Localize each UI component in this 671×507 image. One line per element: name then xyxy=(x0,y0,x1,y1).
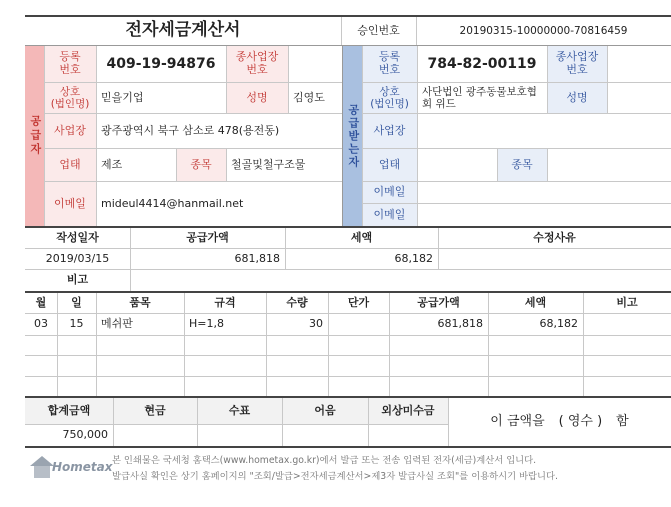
totals-statement xyxy=(448,398,671,446)
supplier-biz-item-label: 종목 xyxy=(176,149,226,181)
item-cell-day xyxy=(57,376,96,397)
item-cell-qty xyxy=(266,335,328,356)
item-cell-unit-price xyxy=(328,335,389,356)
receiver-addr xyxy=(417,114,671,148)
receiver-branch-label: 종사업장 번호 xyxy=(547,46,607,82)
summary-header-reason: 수정사유 xyxy=(533,230,576,244)
items-header-tax: 세액 xyxy=(524,295,547,309)
totals-header-total: 합계금액 xyxy=(25,398,113,424)
item-cell-supply xyxy=(389,335,488,356)
supplier-addr-label: 사업장 xyxy=(44,114,96,148)
receiver-reg-number: 784-82-00119 xyxy=(427,55,537,72)
item-cell-month xyxy=(25,355,57,376)
statement-post: 함 xyxy=(616,413,629,429)
receiver-email2-label: 이메일 xyxy=(362,204,417,226)
hometax-logo xyxy=(28,452,113,482)
supplier-name-label: 상호 (법인명) xyxy=(44,83,96,113)
approval-number: 20190315-10000000-70816459 xyxy=(459,24,628,37)
item-cell-tax: 68,182 xyxy=(539,316,578,330)
item-cell-item xyxy=(96,335,184,356)
supplier-reg-number: 409-19-94876 xyxy=(106,55,216,72)
supplier-reg-label: 등록 번호 xyxy=(44,46,96,82)
summary-header-tax: 세액 xyxy=(350,230,373,244)
receiver-email1 xyxy=(417,182,671,203)
summary-remark-label: 비고 xyxy=(66,273,89,287)
item-cell-tax xyxy=(488,335,583,356)
supplier-biz-type: 제조 xyxy=(101,157,123,171)
supplier-branch-value xyxy=(288,46,342,82)
summary-remark xyxy=(130,270,671,291)
item-cell-day xyxy=(57,355,96,376)
totals-header-cash: 현금 xyxy=(113,398,197,424)
summary-supply: 681,818 xyxy=(234,251,280,265)
footer-line-1: 본 인쇄물은 국세청 홈택스(www.hometax.go.kr)에서 발급 또는 전송 입력된 전자(세금)계산서 입니다. xyxy=(112,455,537,466)
totals-value-cash xyxy=(113,425,197,446)
items-header-spec: 규격 xyxy=(214,295,236,309)
item-cell-qty xyxy=(266,355,328,376)
items-header-month: 월 xyxy=(35,295,47,309)
item-cell-remark xyxy=(583,314,671,335)
totals-value-check xyxy=(197,425,282,446)
item-cell-supply xyxy=(389,355,488,376)
summary-header-supply: 공급가액 xyxy=(186,230,229,244)
receiver-biz-item-label: 종목 xyxy=(497,149,547,181)
receiver-branch-value xyxy=(607,46,671,82)
supplier-rep-label: 성명 xyxy=(226,83,288,113)
item-cell-remark xyxy=(583,376,671,397)
item-cell-tax xyxy=(488,355,583,376)
hometax-logo-text: Hometax xyxy=(52,460,113,474)
items-header-qty: 수량 xyxy=(286,295,308,309)
item-cell-item: 메쉬판 xyxy=(101,316,133,330)
totals-header-note: 어음 xyxy=(282,398,368,424)
supplier-rep: 김영도 xyxy=(293,90,325,104)
receiver-rep xyxy=(607,83,671,113)
items-header-item: 품목 xyxy=(129,295,151,309)
totals-header-credit: 외상미수금 xyxy=(368,398,448,424)
totals-header-check: 수표 xyxy=(197,398,282,424)
supplier-side-label: 공급자 xyxy=(28,115,42,157)
item-cell-remark xyxy=(583,335,671,356)
summary-reason xyxy=(438,249,671,269)
summary-header-date: 작성일자 xyxy=(56,230,99,244)
receiver-email2 xyxy=(417,204,671,226)
receiver-biz-item xyxy=(547,149,671,181)
receiver-addr-label: 사업장 xyxy=(362,114,417,148)
statement-kind: ( 영수 ) xyxy=(558,413,603,429)
receiver-name-label: 상호 (법인명) xyxy=(362,83,417,113)
receiver-reg-label: 등록 번호 xyxy=(362,46,417,82)
item-cell-spec: H=1,8 xyxy=(189,316,224,330)
supplier-branch-label: 종사업장 번호 xyxy=(226,46,288,82)
supplier-biz-item: 철골및철구조물 xyxy=(231,157,306,171)
item-cell-day: 15 xyxy=(69,316,84,330)
item-cell-unit-price xyxy=(328,355,389,376)
item-cell-item xyxy=(96,355,184,376)
supplier-addr: 광주광역시 북구 삼소로 478(용전동) xyxy=(101,123,280,137)
item-cell-spec xyxy=(184,335,266,356)
item-cell-unit-price xyxy=(328,376,389,397)
receiver-email1-label: 이메일 xyxy=(362,182,417,203)
items-header-remark: 비고 xyxy=(616,295,638,309)
item-cell-month xyxy=(25,376,57,397)
item-cell-supply xyxy=(389,376,488,397)
footer-line-2: 발급사실 확인은 상기 홈페이지의 "조회/발급>전자세금계산서>제3자 발급사실 조회"를 이용하시기 바랍니다. xyxy=(112,471,558,482)
item-cell-unit-price xyxy=(328,314,389,335)
receiver-biz-type xyxy=(417,149,497,181)
receiver-name: 사단법인 광주동물보호협회 위드 xyxy=(422,85,537,110)
item-cell-month: 03 xyxy=(34,316,48,330)
item-cell-supply: 681,818 xyxy=(437,316,483,330)
item-cell-day xyxy=(57,335,96,356)
supplier-email: mideul4414@hanmail.net xyxy=(101,196,244,210)
item-cell-spec xyxy=(184,376,266,397)
item-cell-spec xyxy=(184,355,266,376)
items-header-unit-price: 단가 xyxy=(347,295,370,309)
item-cell-month xyxy=(25,335,57,356)
statement-pre: 이 금액을 xyxy=(490,413,545,429)
receiver-side-label: 공급받는자 xyxy=(346,103,360,169)
items-header-supply: 공급가액 xyxy=(417,295,460,309)
totals-value-credit xyxy=(368,425,448,446)
approval-label: 승인번호 xyxy=(357,23,400,37)
summary-date: 2019/03/15 xyxy=(45,251,110,265)
item-cell-tax xyxy=(488,376,583,397)
receiver-rep-label: 성명 xyxy=(547,83,607,113)
item-cell-qty: 30 xyxy=(309,316,323,330)
totals-value-note xyxy=(282,425,368,446)
document-title: 전자세금계산서 xyxy=(125,20,241,41)
totals-value-total: 750,000 xyxy=(62,428,108,442)
summary-tax: 68,182 xyxy=(394,251,433,265)
receiver-biz-type-label: 업태 xyxy=(362,149,417,181)
supplier-biz-type-label: 업태 xyxy=(44,149,96,181)
supplier-name: 믿을기업 xyxy=(101,90,144,104)
item-cell-qty xyxy=(266,376,328,397)
items-header-day: 일 xyxy=(71,295,82,309)
supplier-email-label: 이메일 xyxy=(44,182,96,226)
item-cell-item xyxy=(96,376,184,397)
item-cell-remark xyxy=(583,355,671,376)
